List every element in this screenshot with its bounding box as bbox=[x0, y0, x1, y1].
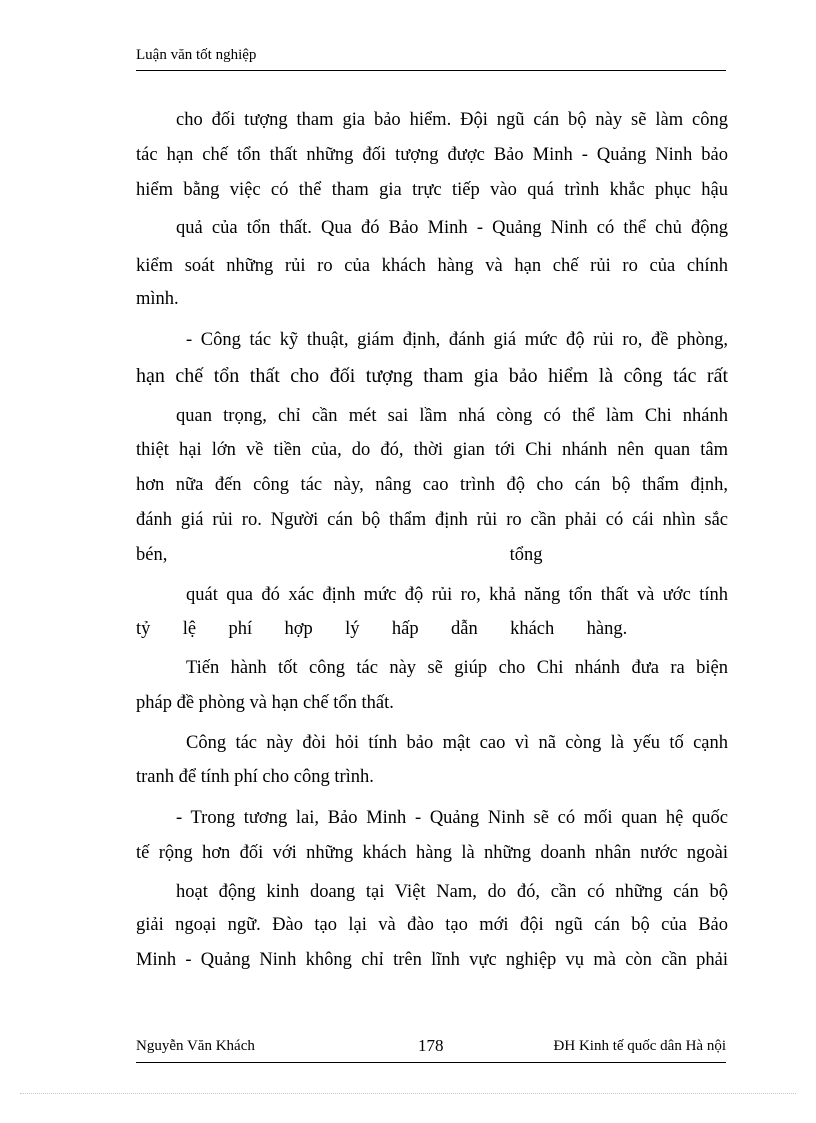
body-line: giải ngoại ngữ. Đào tạo lại và đào tạo mới đội ngũ cán bộ của Bảo bbox=[136, 915, 728, 935]
page-footer bbox=[136, 1036, 726, 1063]
body-line: quát qua đó xác định mức độ rủi ro, khả năng tổn thất và ước tính bbox=[186, 585, 728, 605]
body-line: Tiến hành tốt công tác này sẽ giúp cho Chi nhánh đưa ra biện bbox=[186, 658, 728, 678]
body-line: cho đối tượng tham gia bảo hiểm. Đội ngũ cán bộ này sẽ làm công bbox=[176, 110, 728, 130]
header-title: Luận văn tốt nghiệp bbox=[136, 47, 257, 63]
footer-university: ĐH Kinh tế quốc dân Hà nội bbox=[553, 1038, 726, 1054]
page-header bbox=[136, 44, 726, 71]
body-line: thiệt hại lớn về tiền của, do đó, thời gian tới Chi nhánh nên quan tâm bbox=[136, 440, 728, 460]
body-line: - Công tác kỹ thuật, giám định, đánh giá mức độ rủi ro, đề phòng, bbox=[186, 330, 728, 350]
body-line: mình. bbox=[136, 289, 179, 309]
body-line: hạn chế tổn thất cho đối tượng tham gia bảo hiểm là công tác rất bbox=[136, 365, 728, 387]
body-line: hơn nữa đến công tác này, nâng cao trình độ cho cán bộ thẩm định, bbox=[136, 475, 728, 495]
body-line: hoạt động kinh doang tại Việt Nam, do đó, cần có những cán bộ bbox=[176, 882, 728, 902]
body-line: pháp đề phòng và hạn chế tổn thất. bbox=[136, 693, 394, 713]
footer-author: Nguyễn Văn Khách bbox=[136, 1038, 255, 1054]
body-line: tế rộng hơn đối với những khách hàng là những doanh nhân nước ngoài bbox=[136, 843, 728, 863]
body-line: tranh để tính phí cho công trình. bbox=[136, 767, 374, 787]
body-line: Công tác này đòi hỏi tính bảo mật cao vì nã còng là yếu tố cạnh bbox=[186, 733, 728, 753]
page-number: 178 bbox=[418, 1036, 444, 1055]
body-line: hiểm bằng việc có thể tham gia trực tiếp vào quá trình khắc phục hậu bbox=[136, 180, 728, 200]
body-line: tác hạn chế tổn thất những đối tượng được Bảo Minh - Quảng Ninh bảo bbox=[136, 145, 728, 165]
body-line: - Trong tương lai, Bảo Minh - Quảng Ninh sẽ có mối quan hệ quốc bbox=[176, 808, 728, 828]
page-bottom-divider bbox=[20, 1093, 796, 1094]
body-line: quả của tổn thất. Qua đó Bảo Minh - Quảng Ninh có thể chủ động bbox=[176, 218, 728, 238]
body-line: kiểm soát những rủi ro của khách hàng và hạn chế rủi ro của chính bbox=[136, 256, 728, 276]
body-line: quan trọng, chỉ cần mét sai lầm nhá còng có thể làm Chi nhánh bbox=[176, 406, 728, 426]
body-line: đánh giá rủi ro. Người cán bộ thẩm định rủi ro cần phải có cái nhìn sắc bbox=[136, 510, 728, 530]
body-line: bén, tổng bbox=[136, 545, 543, 565]
body-line: Minh - Quảng Ninh không chỉ trên lĩnh vực nghiệp vụ mà còn cần phải bbox=[136, 950, 728, 970]
body-line: tỷ lệ phí hợp lý hấp dẫn khách hàng. bbox=[136, 619, 628, 639]
